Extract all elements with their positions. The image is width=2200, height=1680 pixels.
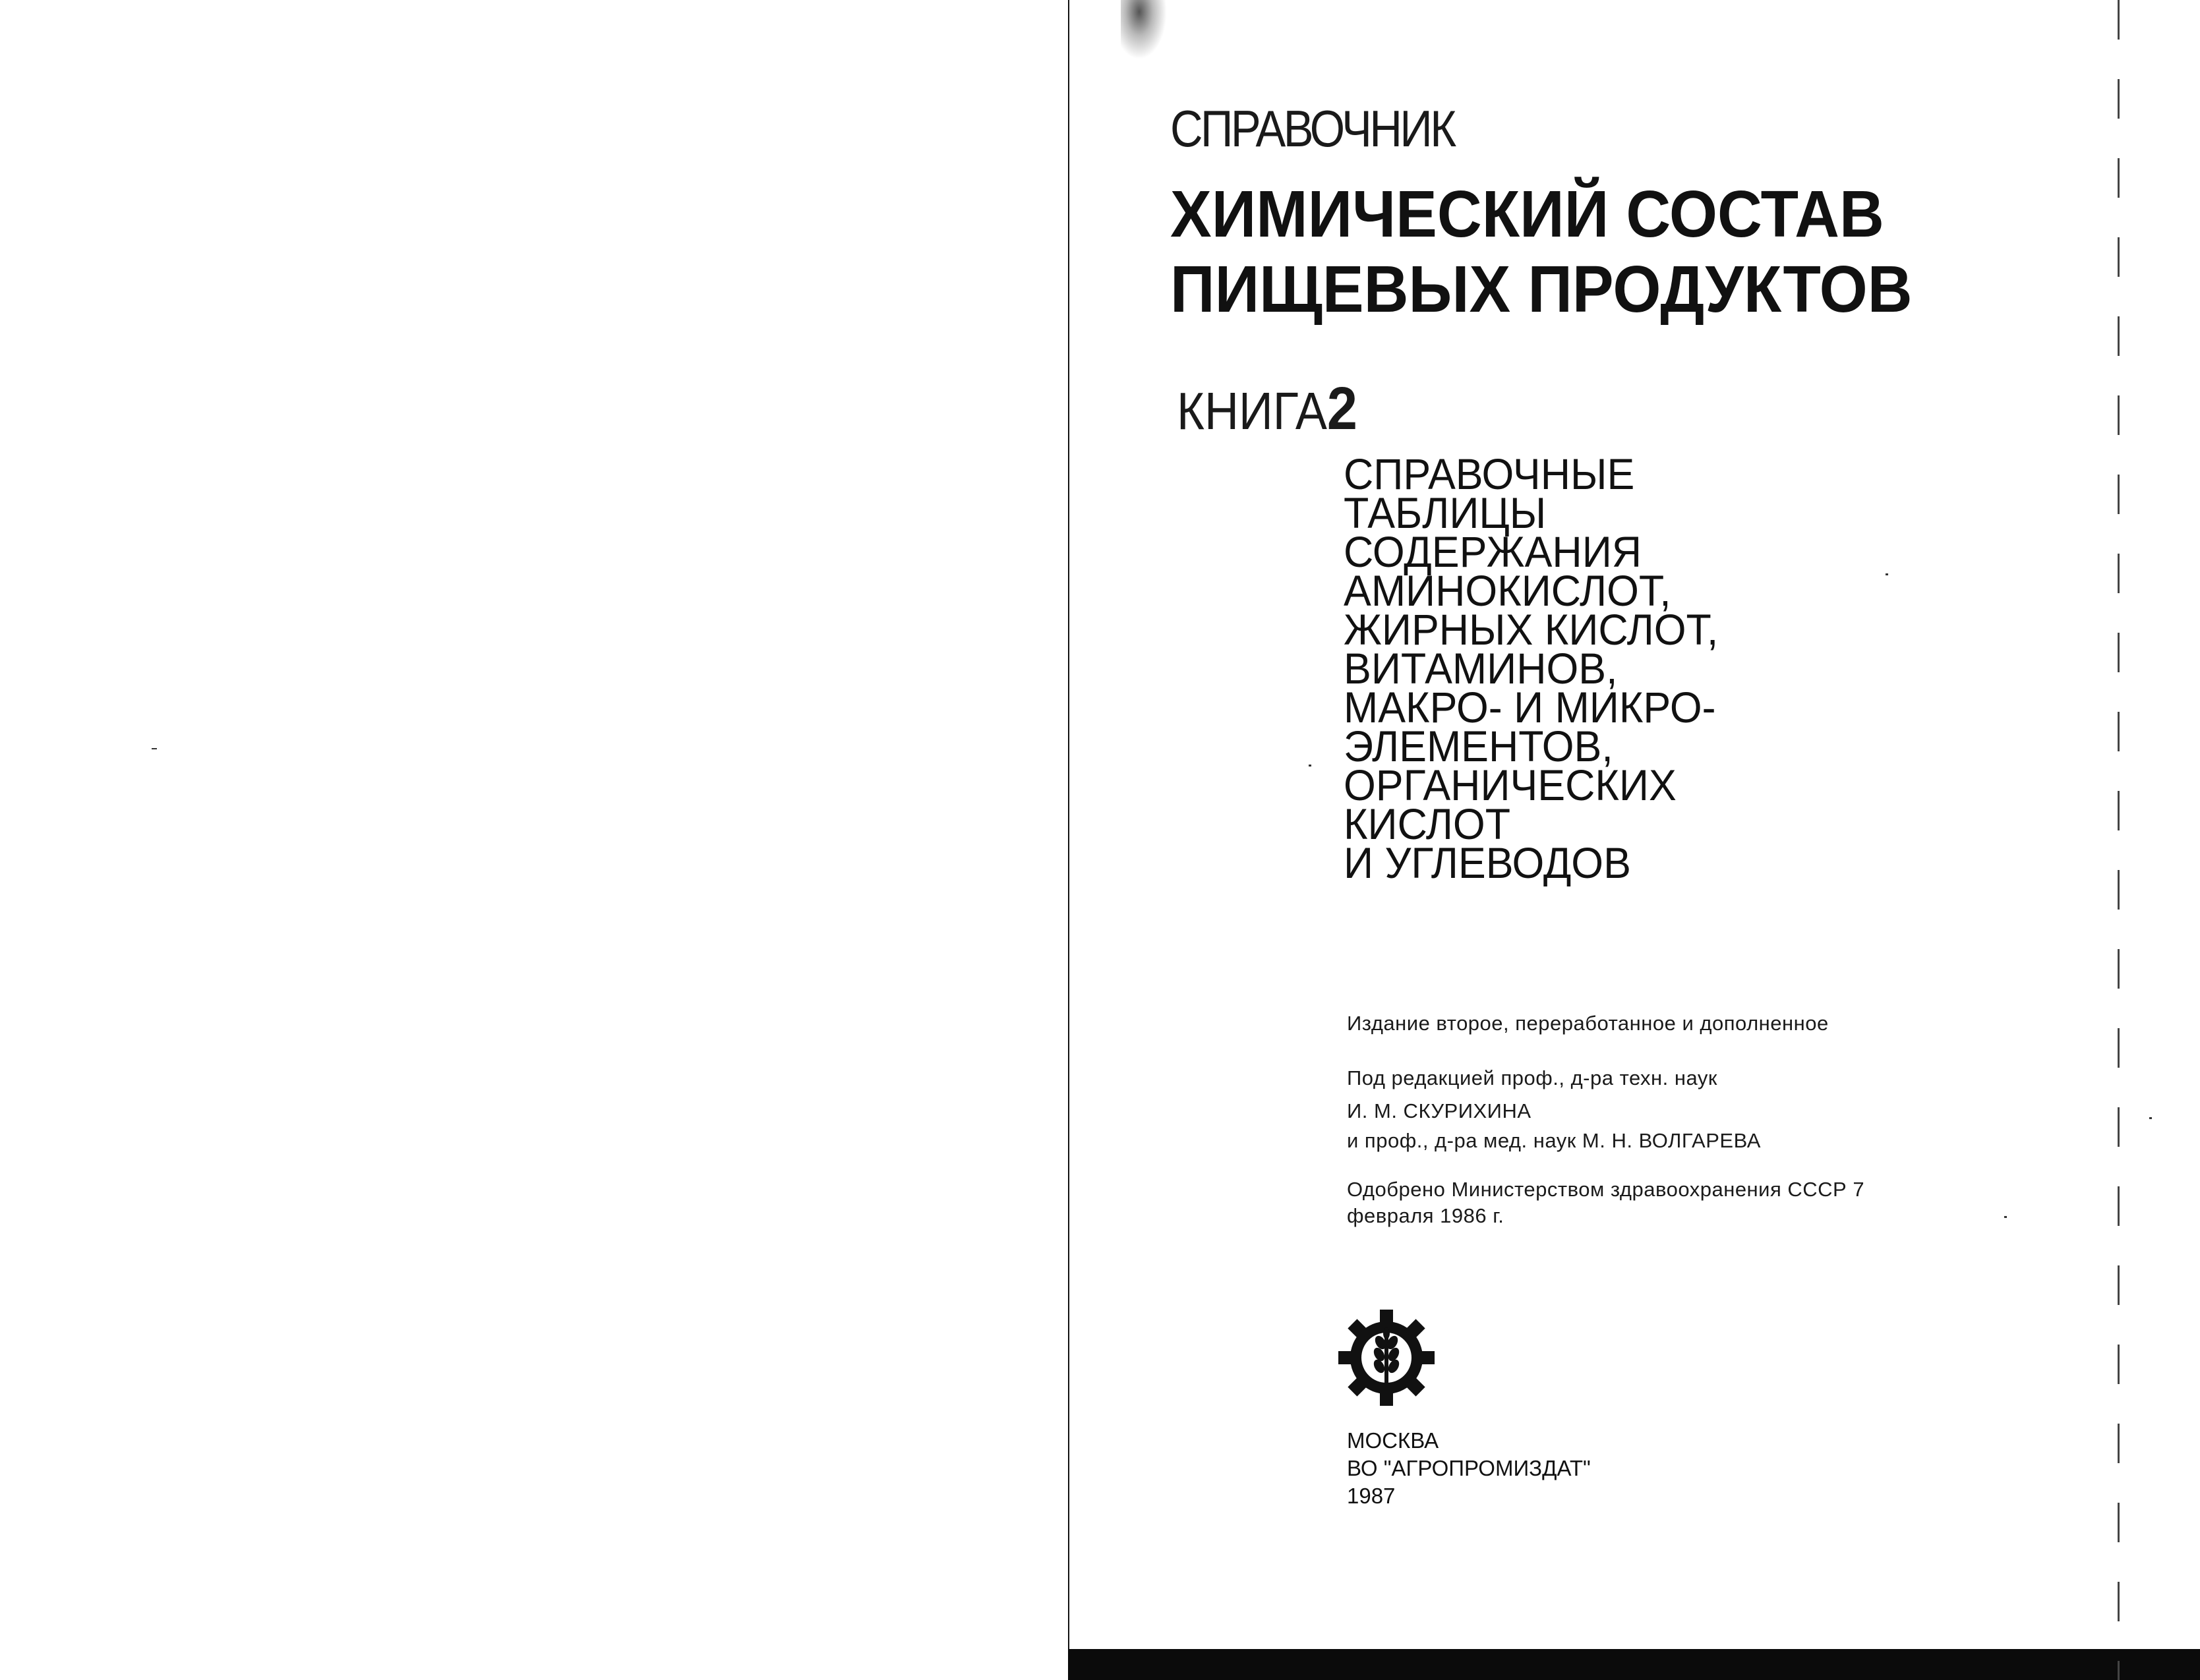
subtitle-line: МАКРО- И МИКРО- [1344, 683, 1716, 732]
subtitle-line: ОРГАНИЧЕСКИХ [1344, 761, 1677, 809]
subtitle-line: КИСЛОТ [1344, 799, 1511, 848]
scan-speck [152, 748, 157, 749]
scan-speck [2149, 1117, 2152, 1119]
scan-bottom-band [1068, 1649, 2200, 1680]
subtitle-line: ВИТАМИНОВ, [1344, 644, 1618, 693]
subtitle-line: АМИНОКИСЛОТ, [1344, 566, 1671, 615]
editor-credit: и проф., д-ра мед. наук М. Н. ВОЛГАРЕВА [1347, 1129, 1761, 1152]
approval-note: Одобрено Министерством здравоохранения СССР 7 февраля 1986 г. [1347, 1178, 1865, 1227]
book-title-line: ХИМИЧЕСКИЙ СОСТАВ [1170, 177, 1884, 251]
subtitle-line: И УГЛЕВОДОВ [1344, 838, 1631, 887]
scan-right-edge [2118, 0, 2120, 1680]
volume-word: КНИГА [1177, 382, 1327, 440]
volume-label [1177, 374, 1357, 444]
editor-credit: Под редакцией проф., д-ра техн. наук [1347, 1066, 1717, 1089]
subtitle-block [1344, 449, 1719, 887]
series-label: СПРАВОЧНИК [1170, 100, 1454, 158]
subtitle-line: СПРАВОЧНЫЕ [1344, 449, 1635, 498]
subtitle-line: ЭЛЕМЕНТОВ, [1344, 722, 1613, 770]
gear-wheat-emblem-icon [1337, 1308, 1436, 1407]
book-title [1170, 177, 1913, 327]
imprint-city: МОСКВА [1347, 1428, 1439, 1453]
editor-name: И. М. СКУРИХИНА [1347, 1099, 1531, 1122]
subtitle-line: ТАБЛИЦЫ [1344, 488, 1547, 537]
page-spine-line [1068, 0, 1069, 1680]
edition-note: Издание второе, переработанное и дополненное [1347, 1012, 1829, 1035]
imprint-year: 1987 [1347, 1484, 1396, 1508]
scan-speck [1886, 573, 1888, 575]
subtitle-line: СОДЕРЖАНИЯ [1344, 527, 1642, 576]
volume-number: 2 [1326, 375, 1357, 442]
subtitle-line: ЖИРНЫХ КИСЛОТ, [1344, 605, 1719, 654]
scan-speck [2004, 1216, 2007, 1218]
scan-smudge [1121, 0, 1167, 59]
imprint-block [1347, 1427, 1591, 1510]
book-title-line: ПИЩЕВЫХ ПРОДУКТОВ [1170, 252, 1913, 326]
scan-speck [1309, 765, 1311, 767]
imprint-publisher: ВО "АГРОПРОМИЗДАТ" [1347, 1456, 1591, 1480]
